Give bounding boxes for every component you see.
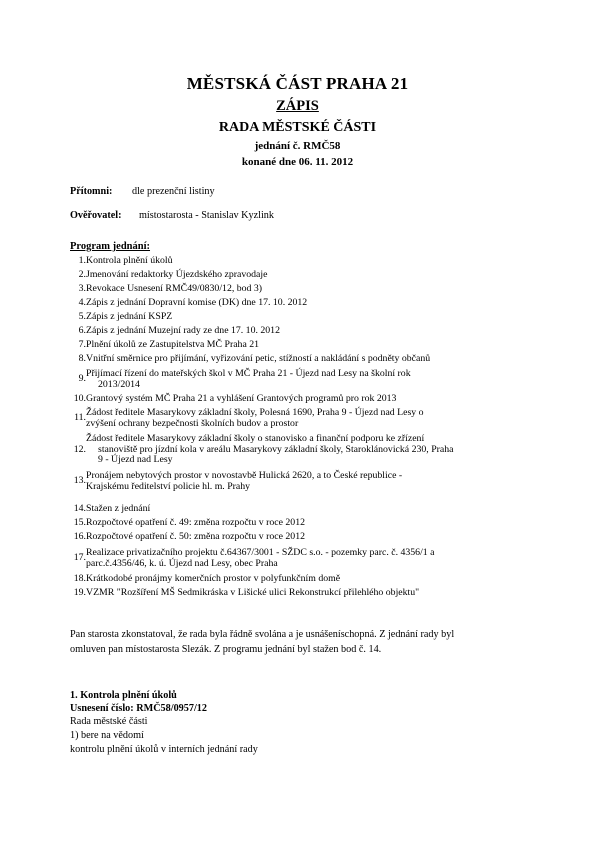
section-heading: 1. Kontrola plnění úkolů — [70, 690, 177, 701]
program-item-text: zvýšení ochrany bezpečnosti školních budov a prostor — [86, 417, 299, 429]
program-item-number: 14. — [73, 503, 86, 514]
council-name: RADA MĚSTSKÉ ČÁSTI — [218, 120, 377, 135]
program-item-text: VZMR "Rozšíření MŠ Sedmikráska v Lišické ulici Rekonstrukcí přilehlého objektu" — [86, 587, 420, 598]
meeting-date: konané dne 06. 11. 2012 — [241, 156, 354, 168]
program-item-text: Jmenování redaktorky Újezdského zpravodaje — [86, 269, 268, 280]
program-item-number: 17. — [73, 552, 86, 564]
program-item-number: 10. — [73, 393, 86, 404]
program-item-number: 13. — [73, 475, 86, 487]
verifier-row — [70, 210, 121, 222]
program-item-number: 6. — [78, 325, 86, 336]
program-item-number: 2. — [78, 269, 86, 280]
program-item-number: 1. — [78, 255, 86, 266]
document-subtitle: ZÁPIS — [276, 98, 319, 114]
program-item-text: stanoviště pro jízdní kola v areálu Masarykovy základní školy, Staroklánovická 230, Praha — [98, 443, 454, 455]
verifier-label: Ověřovatel: — [70, 210, 122, 221]
program-item-number: 11. — [74, 412, 86, 424]
program-item-text: Krátkodobé pronájmy komerčních prostor v polyfunkčním domě — [86, 573, 341, 584]
meeting-number: jednání č. RMČ58 — [254, 140, 341, 152]
program-item-number: 12. — [73, 443, 86, 455]
program-item-text: Stažen z jednání — [86, 503, 151, 514]
program-item-text: 9 - Újezd nad Lesy — [98, 454, 173, 465]
resolution-point: 1) bere na vědomí — [70, 730, 144, 741]
program-item-text: Krajskému ředitelství policie hl. m. Prahy — [86, 480, 251, 492]
program-item-number: 7. — [78, 339, 86, 350]
resolution-number: Usnesení číslo: RMČ58/0957/12 — [70, 703, 207, 714]
present-value: dle prezenční listiny — [132, 186, 215, 197]
program-item-number: 16. — [73, 531, 86, 542]
document-title: MĚSTSKÁ ČÁST PRAHA 21 — [186, 74, 409, 93]
program-item-number: 3. — [78, 283, 86, 294]
statement-line: Pan starosta zkonstatoval, že rada byla řádně svolána a je usnášeníschopná. Z jednání rady byl — [70, 629, 455, 640]
program-item-text: Revokace Usnesení RMČ49/0830/12, bod 3) — [86, 283, 263, 294]
program-heading: Program jednání: — [70, 241, 151, 252]
program-item-text: Přijímací řízení do mateřských škol v MČ Praha 21 - Újezd nad Lesy na školní rok — [86, 368, 411, 379]
program-item-number: 9. — [78, 373, 86, 385]
program-item-text: Pronájem nebytových prostor v novostavbě Hulická 2620, a to České republice - — [86, 470, 403, 481]
program-item-text: Žádost ředitele Masarykovy základní školy, Polesná 1690, Praha 9 - Újezd nad Lesy o — [86, 407, 424, 418]
present-label: Přítomni: — [70, 186, 113, 197]
program-item-text: Žádost ředitele Masarykovy základní školy o stanovisko a finanční podporu ke zřízení — [86, 433, 425, 444]
program-item-text: Zápis z jednání Dopravní komise (DK) dne 17. 10. 2012 — [86, 297, 308, 308]
program-item-number: 19. — [73, 587, 86, 598]
program-item-text: Zápis z jednání KSPZ — [86, 311, 173, 322]
statement-line: omluven pan místostarosta Slezák. Z programu jednání byl stažen bod č. 14. — [70, 644, 382, 655]
program-item-text: Vnitřní směrnice pro přijímání, vyřizování petic, stížností a nakládání s podněty občanů — [86, 353, 431, 364]
program-item-number: 18. — [73, 573, 86, 584]
resolution-detail: kontrolu plnění úkolů v interních jednání rady — [70, 744, 258, 755]
program-item-number: 5. — [78, 311, 86, 322]
program-item-text: Rozpočtové opatření č. 50: změna rozpočtu v roce 2012 — [86, 531, 305, 542]
program-item-text: Plnění úkolů ze Zastupitelstva MČ Praha 21 — [86, 339, 260, 350]
program-item-number: 4. — [78, 297, 86, 308]
program-item-text: Rozpočtové opatření č. 49: změna rozpočtu v roce 2012 — [86, 517, 305, 528]
program-item-text: 2013/2014 — [98, 378, 140, 390]
statement-paragraph — [70, 627, 530, 657]
program-item-text: parc.č.4356/46, k. ú. Újezd nad Lesy, obec Praha — [86, 557, 278, 569]
verifier-value: místostarosta - Stanislav Kyzlink — [139, 210, 274, 221]
present-row — [70, 186, 112, 198]
resolution-body: Rada městské části — [70, 716, 148, 727]
program-item-text: Zápis z jednání Muzejní rady ze dne 17. 10. 2012 — [86, 325, 280, 336]
program-item-number: 8. — [78, 353, 86, 364]
program-item-text: Grantový systém MČ Praha 21 a vyhlášení Grantových programů pro rok 2013 — [86, 393, 397, 404]
program-item-number: 15. — [73, 517, 86, 528]
program-item-text: Realizace privatizačního projektu č.64367/3001 - SŽDC s.o. - pozemky parc. č. 4356/1 a — [86, 547, 435, 558]
program-item-text: Kontrola plnění úkolů — [86, 255, 173, 266]
